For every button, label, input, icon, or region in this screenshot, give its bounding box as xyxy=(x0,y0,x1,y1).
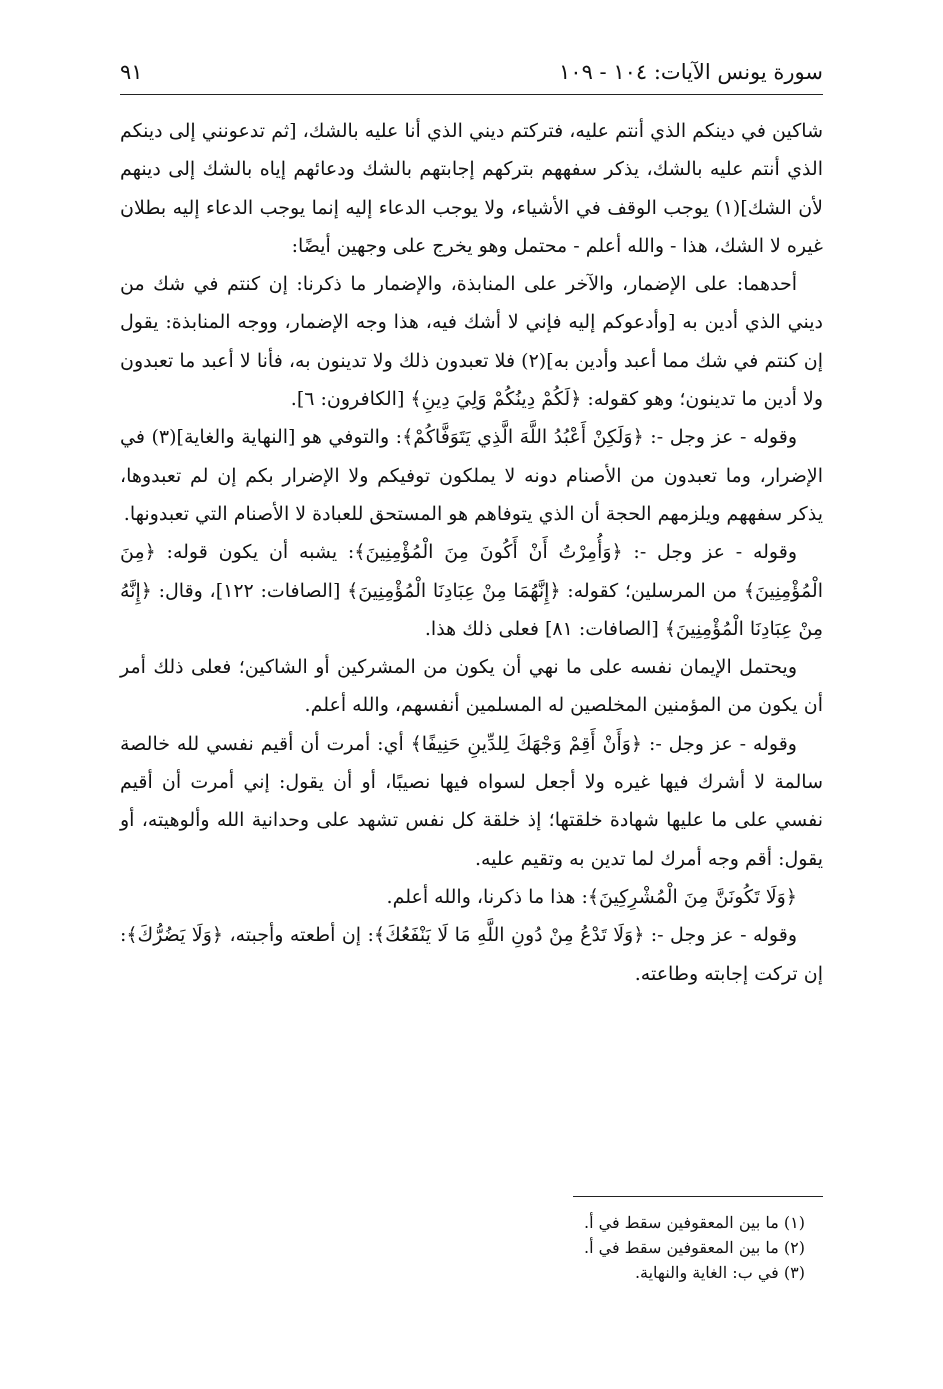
footnote: (٢) ما بين المعقوفين سقط في أ. xyxy=(583,1238,805,1257)
footnote-rule xyxy=(573,1196,823,1197)
page-number: ٩١ xyxy=(120,60,143,84)
header-rule xyxy=(120,94,823,95)
footnotes xyxy=(120,1210,823,1285)
page-header xyxy=(120,58,823,94)
footnote: (١) ما بين المعقوفين سقط في أ. xyxy=(583,1213,805,1232)
footnote: (٣) في ب: الغاية والنهاية. xyxy=(634,1263,805,1282)
paragraph: وقوله - عز وجل -: ﴿وَأُمِرْتُ أَنْ أَكُونَ مِنَ الْمُؤْمِنِينَ﴾: يشبه أن يكون قوله: ﴿مِنَ الْمُؤْمِنِينَ﴾ من المرسلين؛ كقوله: ﴿إِنَّهُمَا مِنْ عِبَادِنَا الْمُؤْمِنِينَ﴾ [الصافات: ١٢٢]، وقال: ﴿إِنَّهُ مِنْ عِبَادِنَا الْمُؤْمِنِينَ﴾ [الصافات: ٨١] فعلى ذلك هذا. xyxy=(120,541,823,640)
paragraph: ﴿وَلَا تَكُونَنَّ مِنَ الْمُشْرِكِينَ﴾: هذا ما ذكرنا، والله أعلم. xyxy=(386,885,797,908)
running-title: سورة يونس الآيات: ١٠٤ - ١٠٩ xyxy=(559,60,823,84)
paragraph: أحدهما: على الإضمار، والآخر على المنابذة، والإضمار ما ذكرنا: إن كنتم في شك من ديني الذي أدين به [وأدعوكم إليه فإني لا أشك فيه، هذا وجه الإضمار، ووجه المنابذة: يقول إن كنتم في شك مما أعبد وأدين به](٢) فلا تعبدون ذلك ولا تدينون به، فأنا لا أعبد ما تعبدون ولا أدين ما تدينون؛ وهو كقوله: ﴿لَكُمْ دِينُكُمْ وَلِيَ دِينِ﴾ [الكافرون: ٦]. xyxy=(120,273,824,411)
paragraph: شاكين في دينكم الذي أنتم عليه، فتركتم ديني الذي أنا عليه بالشك، [ثم تدعونني إلى دينكم الذي أنتم عليه بالشك، يذكر سفههم بتركهم إجابتهم بالشك ودعائهم إياه بالشك إلى دينهم لأن الشك](١) يوجب الوقف في الأشياء، ولا يوجب الدعاء إليه إنما يوجب الدعاء إليه بطلان غيره لا الشك، هذا - والله أعلم - محتمل وهو يخرج على وجهين أيضًا: xyxy=(120,120,824,257)
main-text xyxy=(120,112,823,993)
paragraph: ويحتمل الإيمان نفسه على ما نهي أن يكون من المشركين أو الشاكين؛ فعلى ذلك أمر أن يكون من المؤمنين المخلصين له المسلمين أنفسهم، والله أعلم. xyxy=(120,656,823,717)
paragraph: وقوله - عز وجل -: ﴿وَأَنْ أَقِمْ وَجْهَكَ لِلدِّينِ حَنِيفًا﴾ أي: أمرت أن أقيم نفسي لله خالصة سالمة لا أشرك فيها غيره ولا أجعل لسواه فيها نصيبًا، أو أن يقول: إني أمرت أن أقيم نفسي على ما عليها شهادة خلقتها؛ إذ خلقة كل نفس تشهد على وحدانية الله وألوهيته، أو يقول: أقم وجه أمرك لما تدين به وتقيم عليه. xyxy=(120,732,823,870)
paragraph: وقوله - عز وجل -: ﴿وَلَا تَدْعُ مِنْ دُونِ اللَّهِ مَا لَا يَنْفَعُكَ﴾: إن أطعته وأجبته، ﴿وَلَا يَضُرُّكَ﴾: إن تركت إجابته وطاعته. xyxy=(120,924,823,985)
paragraph: وقوله - عز وجل -: ﴿وَلَكِنْ أَعْبُدُ اللَّهَ الَّذِي يَتَوَفَّاكُمْ﴾: والتوفي هو [النهاية والغاية](٣) في الإضرار، وما تعبدون من الأصنام دونه لا يملكون توفيكم ولا الإضرار بكم إن لم تعبدوها، يذكر سفههم ويلزمهم الحجة أن الذي يتوفاهم هو المستحق للعبادة لا الأصنام التي تعبدونها. xyxy=(120,426,823,525)
